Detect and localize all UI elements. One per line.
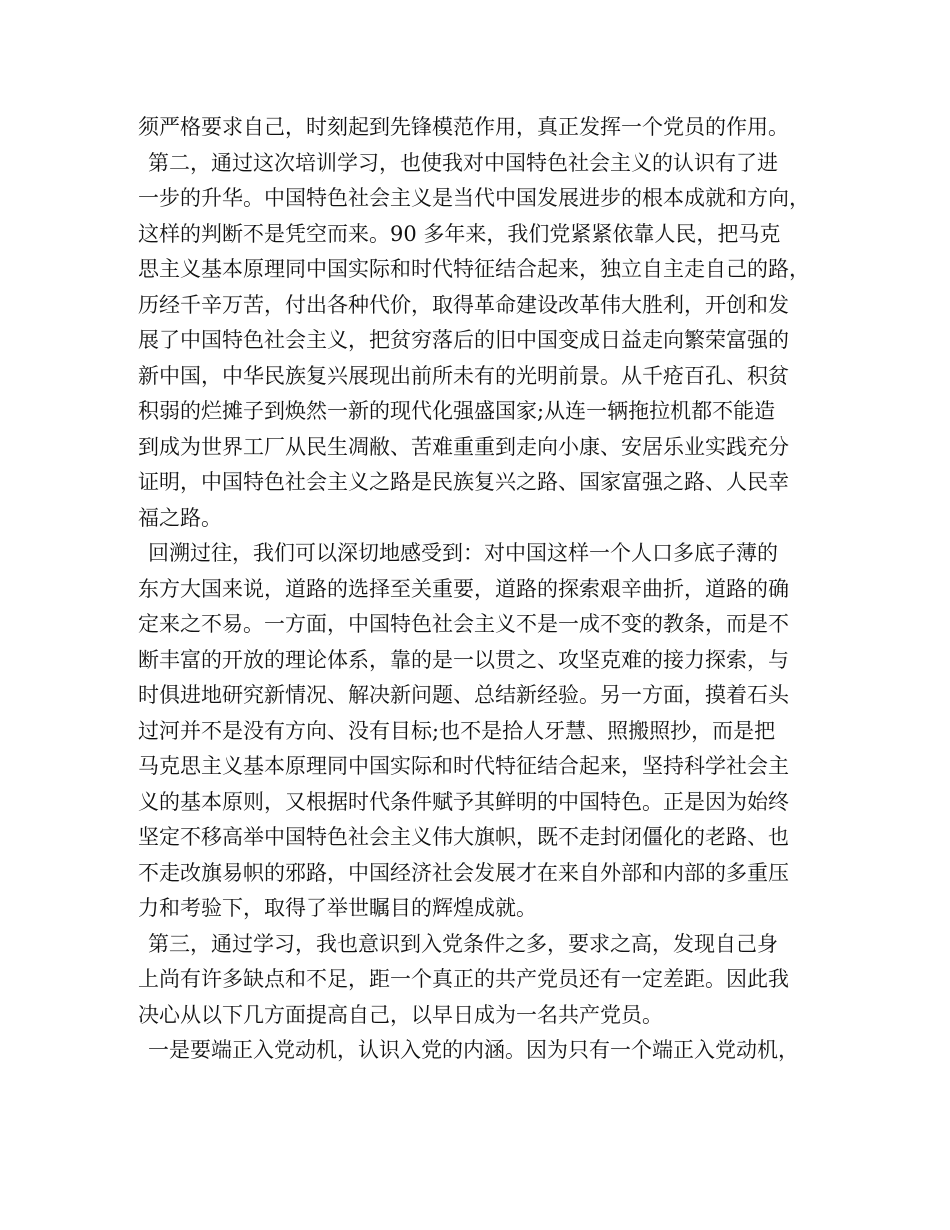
text-line: 过河并不是没有方向、没有目标;也不是拾人牙慧、照搬照抄，而是把 [138,718,776,743]
text-line: 历经千辛万苦，付出各种代价，取得革命建设改革伟大胜利，开创和发 [138,292,789,317]
text-line: 思主义基本原理同中国实际和时代特征结合起来，独立自主走自己的路， [138,257,810,281]
paragraph-start-line: 回溯过往，我们可以深切地感受到：对中国这样一个人口多底子薄的 [148,541,778,565]
text-line: 一步的升华。中国特色社会主义是当代中国发展进步的根本成就和方向， [138,186,810,210]
paragraph-start-line: 第二，通过这次培训学习，也使我对中国特色社会主义的认识有了进 [148,150,778,175]
text-line: 福之路。 [138,505,222,530]
text-line: 义的基本原则，又根据时代条件赋予其鲜明的中国特色。正是因为始终 [138,789,789,814]
text-line: 展了中国特色社会主义，把贫穷落后的旧中国变成日益走向繁荣富强的 [138,328,789,352]
paragraph-start-line: 一是要端正入党动机，认识入党的内涵。因为只有一个端正入党动机， [148,1038,799,1062]
text-line: 定来之不易。一方面，中国特色社会主义不是一成不变的教条，而是不 [138,612,789,636]
text-line: 积弱的烂摊子到焕然一新的现代化强盛国家;从连一辆拖拉机都不能造 [138,399,776,423]
paragraph-start-line: 第三，通过学习，我也意识到入党条件之多，要求之高，发现自己身 [148,931,778,956]
text-line: 决心从以下几方面提高自己，以早日成为一名共产党员。 [138,1002,663,1027]
text-line: 到成为世界工厂从民生凋敝、苦难重重到走向小康、安居乐业实践充分 [138,434,789,459]
text-line: 新中国，中华民族复兴展现出前所未有的光明前景。从千疮百孔、积贫 [138,363,789,388]
text-line: 时俱进地研究新情况、解决新问题、总结新经验。另一方面，摸着石头 [138,683,789,707]
text-line: 上尚有许多缺点和不足，距一个真正的共产党员还有一定差距。因此我 [138,967,789,991]
text-line: 这样的判断不是凭空而来。90 多年来，我们党紧紧依靠人民，把马克 [138,221,781,246]
document-body [138,110,826,1069]
text-line: 马克思主义基本原理同中国实际和时代特征结合起来，坚持科学社会主 [138,754,789,778]
text-line: 力和考验下，取得了举世瞩目的辉煌成就。 [138,896,537,920]
text-line: 不走改旗易帜的邪路，中国经济社会发展才在来自外部和内部的多重压 [138,860,789,885]
text-line: 东方大国来说，道路的选择至关重要，道路的探索艰辛曲折，道路的确 [138,576,789,601]
text-line: 须严格要求自己，时刻起到先锋模范作用，真正发挥一个党员的作用。 [138,115,789,139]
text-line: 坚定不移高举中国特色社会主义伟大旗帜，既不走封闭僵化的老路、也 [138,825,789,849]
text-line: 断丰富的开放的理论体系，靠的是一以贯之、攻坚克难的接力探索，与 [138,647,789,672]
text-line: 证明，中国特色社会主义之路是民族复兴之路、国家富强之路、人民幸 [138,470,789,494]
